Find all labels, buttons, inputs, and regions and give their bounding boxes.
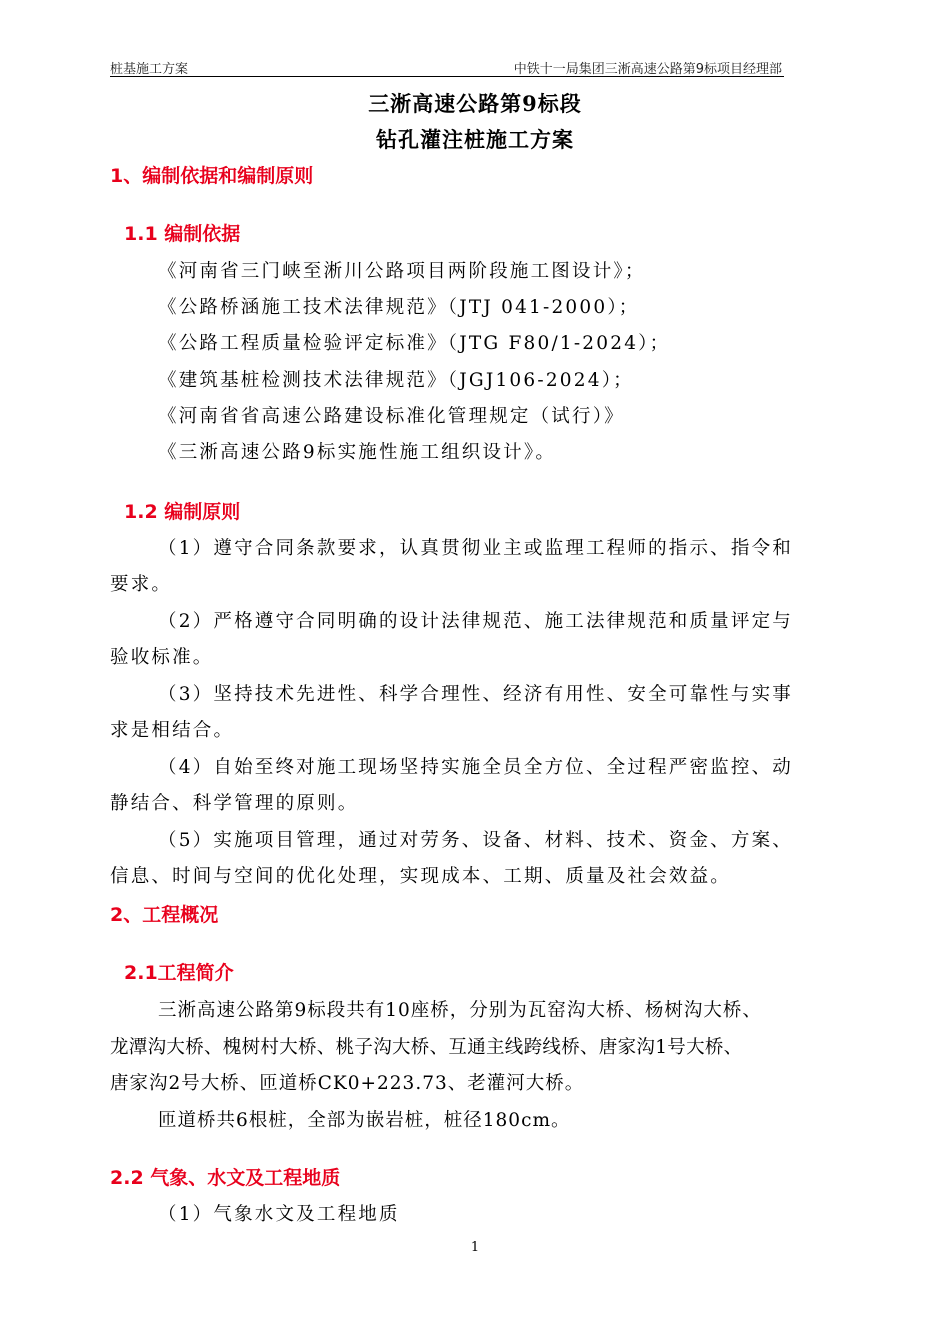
header-rule xyxy=(110,76,784,77)
overview-paragraph-cont: 唐家沟2号大桥、匝道桥CK0+223.73、老灌河大桥。 xyxy=(110,1073,585,1094)
header-right-text: 中铁十一局集团三淅高速公路第9标项目经理部 xyxy=(513,62,782,77)
climate-paragraph: （1）气象水文及工程地质 xyxy=(158,1204,400,1225)
section1-2-heading: 1.2 编制原则 xyxy=(124,501,241,523)
header-left-text: 桩基施工方案 xyxy=(110,62,189,77)
reference-item: 《公路桥涵施工技术法律规范》（JTJ 041-2000）； xyxy=(158,297,640,318)
section2-1-heading: 2.1工程简介 xyxy=(124,962,234,984)
overview-paragraph: 匝道桥共6根桩，全部为嵌岩桩，桩径180cm。 xyxy=(158,1110,571,1131)
principle-paragraph: （3）坚持技术先进性、科学合理性、经济有用性、安全可靠性与实事 xyxy=(158,684,793,705)
overview-paragraph-cont: 龙潭沟大桥、槐树村大桥、桃子沟大桥、互通主线跨线桥、唐家沟1号大桥、 xyxy=(110,1037,743,1058)
section1-1-heading: 1.1 编制依据 xyxy=(124,223,241,245)
page-number: 1 xyxy=(470,1240,480,1255)
reference-item: 《河南省省高速公路建设标准化管理规定（试行）》 xyxy=(158,406,625,427)
principle-paragraph-cont: 信息、时间与空间的优化处理，实现成本、工期、质量及社会效益。 xyxy=(110,866,732,887)
principle-paragraph: （5）实施项目管理，通过对劳务、设备、材料、技术、资金、方案、 xyxy=(158,830,793,851)
principle-paragraph: （2）严格遵守合同明确的设计法律规范、施工法律规范和质量评定与 xyxy=(158,611,793,632)
principle-paragraph-cont: 求是相结合。 xyxy=(110,720,235,741)
principle-paragraph: （1）遵守合同条款要求，认真贯彻业主或监理工程师的指示、指令和 xyxy=(158,538,793,559)
reference-item: 《公路工程质量检验评定标准》（JTG F80/1-2024）； xyxy=(158,333,671,354)
reference-item: 《建筑基桩检测技术法律规范》（JGJ106-2024）； xyxy=(158,370,634,391)
section2-2-heading: 2.2 气象、水文及工程地质 xyxy=(110,1167,341,1189)
principle-paragraph-cont: 要求。 xyxy=(110,574,173,595)
section1-heading: 1、编制依据和编制原则 xyxy=(110,165,314,187)
principle-paragraph-cont: 验收标准。 xyxy=(110,647,214,668)
section2-heading: 2、工程概况 xyxy=(110,904,219,926)
reference-item: 《河南省三门峡至淅川公路项目两阶段施工图设计》； xyxy=(158,261,646,282)
document-title-line2: 钻孔灌注桩施工方案 xyxy=(376,127,574,152)
document-title-line1: 三淅高速公路第9标段 xyxy=(368,91,582,116)
principle-paragraph: （4）自始至终对施工现场坚持实施全员全方位、全过程严密监控、动 xyxy=(158,757,793,778)
overview-paragraph: 三淅高速公路第9标段共有10座桥，分别为瓦窑沟大桥、杨树沟大桥、 xyxy=(158,1000,762,1021)
reference-item: 《三淅高速公路9标实施性施工组织设计》。 xyxy=(158,442,557,463)
principle-paragraph-cont: 静结合、科学管理的原则。 xyxy=(110,793,359,814)
